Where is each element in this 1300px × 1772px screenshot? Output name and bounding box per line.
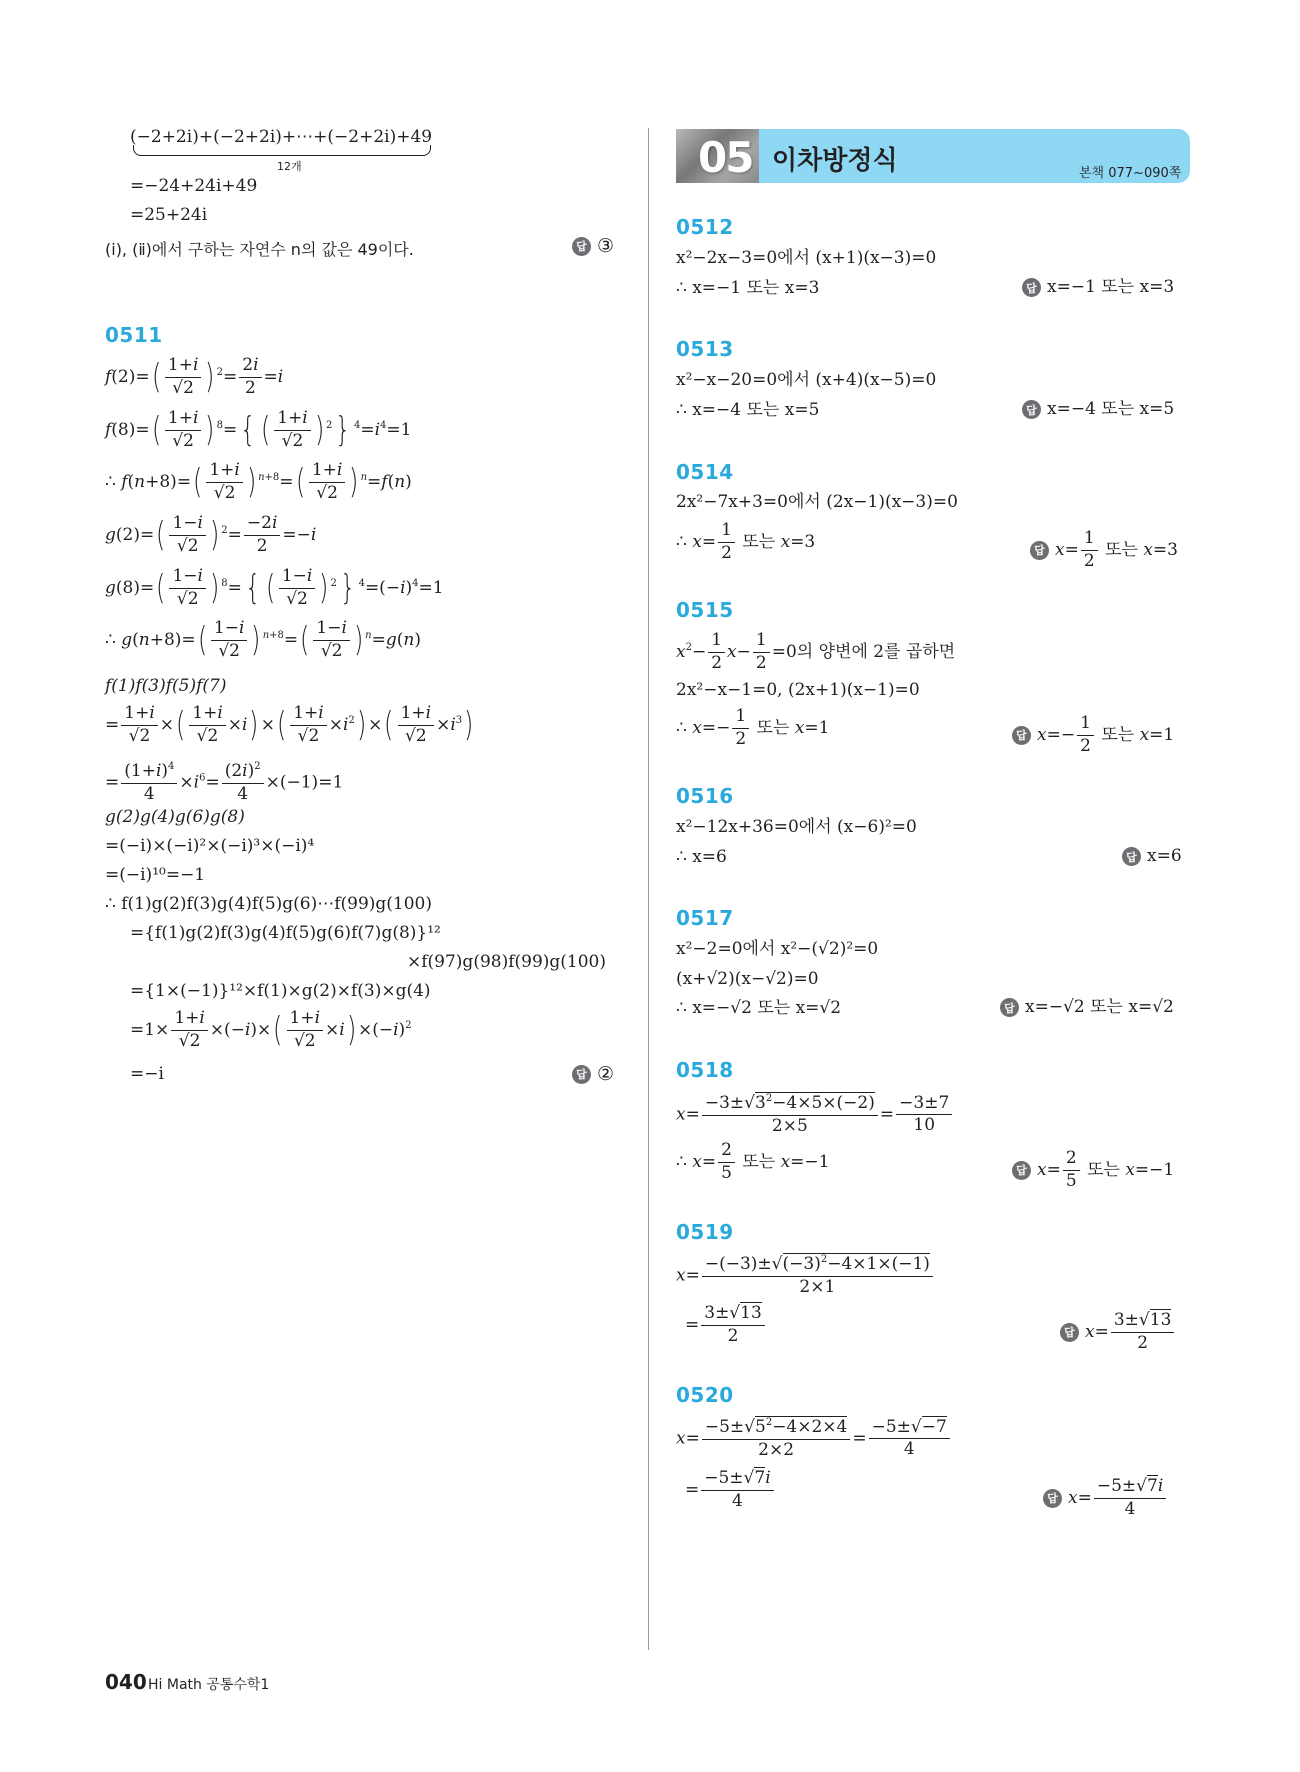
eq-gn8: ∴ g(n+8)=( $\frac{1-i}{√2}$ ) $^{n+8}$=( $\frac{1-i}{√2}$ ) $^n$=g(n): [105, 618, 421, 661]
chapter-page-range: 본책 077~090쪽: [1079, 166, 1182, 181]
answer-badge-icon: 답: [1000, 998, 1019, 1017]
answer-top: 답 ③: [572, 235, 614, 257]
eq-gprod-result: =(−i)¹⁰=−1: [105, 865, 206, 885]
answer-badge-icon: 답: [572, 1065, 591, 1084]
eq-g2: g(2)=( $\frac{1-i}{√2}$ ) $^2$= $\frac{-2i}{2}$ =−i: [105, 513, 317, 556]
answer-badge-icon: 답: [1022, 278, 1041, 297]
eq-g8: g(8)=( $\frac{1-i}{√2}$ ) $^8$={ ( $\frac{1-i}{√2}$ ) $^2$} $^4=(-i)^4=1$: [105, 566, 444, 609]
p0517-line-2: (x+√2)(x−√2)=0: [676, 969, 819, 989]
book-title: Hi Math 공통수학1: [148, 1677, 270, 1693]
page-number: 040: [105, 1670, 147, 1694]
problem-number-0514: 0514: [676, 460, 734, 484]
answer-badge-icon: 답: [1060, 1323, 1079, 1342]
eq-fn8: ∴ f(n+8)=( $\frac{1+i}{√2}$ ) $^{n+8}$=( $\frac{1+i}{√2}$ ) $^n$=f(n): [105, 460, 412, 503]
answer-0512: 답 x=−1 또는 x=3: [1022, 278, 1174, 297]
eq-conclusion-2: ={f(1)g(2)f(3)g(4)f(5)g(6)f(7)g(8)}¹²: [130, 923, 441, 943]
problem-number-0518: 0518: [676, 1058, 734, 1082]
eq-conclusion-4: ={1×(−1)}¹²×f(1)×g(2)×f(3)×g(4): [130, 981, 431, 1001]
p0512-line-2: ∴ x=−1 또는 x=3: [676, 278, 820, 298]
chapter-title: 이차방정식: [772, 146, 898, 176]
eq-conclusion-1: ∴ f(1)g(2)f(3)g(4)f(5)g(6)⋯f(99)g(100): [105, 894, 433, 914]
brace-label: 12개: [277, 160, 302, 173]
p0512-line-1: x²−2x−3=0에서 (x+1)(x−3)=0: [676, 248, 937, 268]
p0513-line-1: x²−x−20=0에서 (x+4)(x−5)=0: [676, 370, 937, 390]
problem-number-0517: 0517: [676, 906, 734, 930]
eq-f2: f(2)=( $\frac{1+i}{√2}$ ) $^2$= $\frac{2i}{2}$ =i: [105, 355, 284, 398]
problem-number-0512: 0512: [676, 215, 734, 239]
eq-f8: f(8)=( $\frac{1+i}{√2}$ ) $^8$={ ( $\frac{1+i}{√2}$ ) $^2$} $^4=i^4=1$: [105, 408, 412, 451]
p0520-line-2: = $\frac{-5\pm√7i}{4}$: [685, 1470, 776, 1511]
answer-0514: 답 x= $\frac{1}{2}$ 또는 x=3: [1030, 530, 1178, 571]
answer-0518: 답 x= $\frac{2}{5}$ 또는 x=−1: [1012, 1150, 1174, 1191]
sum-step-1: =−24+24i+49: [130, 176, 258, 196]
problem-number-0515: 0515: [676, 598, 734, 622]
problem-number-0516: 0516: [676, 784, 734, 808]
sum-line: (−2+2i)+(−2+2i)+⋯+(−2+2i)+49: [130, 127, 433, 147]
p0513-line-2: ∴ x=−4 또는 x=5: [676, 400, 820, 420]
answer-0517: 답 x=−√2 또는 x=√2: [1000, 998, 1174, 1017]
p0516-line-2: ∴ x=6: [676, 847, 727, 867]
p0514-line-1: 2x²−7x+3=0에서 (2x−1)(x−3)=0: [676, 492, 958, 512]
answer-0519: 답 x= $\frac{3\pm√13}{2}$: [1060, 1312, 1176, 1353]
problem-number-0513: 0513: [676, 337, 734, 361]
p0515-line-1: $x^2-$ $\frac{1}{2}$ x− $\frac{1}{2}$ =0의 양변에 2를 곱하면: [676, 630, 956, 673]
answer-0520: 답 x= $\frac{-5\pm√7i}{4}$: [1043, 1478, 1168, 1519]
p0515-line-2: 2x²−x−1=0, (2x+1)(x−1)=0: [676, 680, 920, 700]
answer-0516: 답 x=6: [1122, 847, 1182, 866]
eq-fprod: f(1)f(3)f(5)f(7): [105, 676, 227, 696]
p0514-line-2: ∴ x= $\frac{1}{2}$ 또는 x=3: [676, 520, 816, 563]
eq-conclusion-6: =−i: [130, 1064, 164, 1084]
eq-gprod-expand: =(−i)×(−i)²×(−i)³×(−i)⁴: [105, 836, 315, 856]
eq-conclusion-3: ×f(97)g(98)f(99)g(100): [407, 952, 606, 972]
eq-gprod: g(2)g(4)g(6)g(8): [105, 807, 245, 827]
eq-conclusion-5: =1× $\frac{1+i}{√2}$ ×(−i)×( $\frac{1+i}{√2}$ $\times i) \times(-i)^2$: [130, 1008, 412, 1051]
answer-0511: 답 ②: [572, 1063, 614, 1085]
answer-badge-icon: 답: [1030, 541, 1049, 560]
p0516-line-1: x²−12x+36=0에서 (x−6)²=0: [676, 817, 917, 837]
problem-number-0520: 0520: [676, 1383, 734, 1407]
answer-badge-icon: 답: [1012, 1161, 1031, 1180]
problem-number-0511: 0511: [105, 323, 163, 347]
answer-0515: 답 x=− $\frac{1}{2}$ 또는 x=1: [1012, 715, 1174, 756]
p0515-line-3: ∴ x=− $\frac{1}{2}$ 또는 x=1: [676, 706, 830, 749]
chapter-number: 05: [698, 133, 753, 182]
p0518-line-1: x= $\frac{-3\pm√3^2-4\times 5\times(-2)}{2\times 5}$ = $\frac{-3\pm 7}{10}$: [676, 1094, 954, 1136]
conclusion-text: (ⅰ), (ⅱ)에서 구하는 자연수 n의 값은 49이다.: [105, 240, 414, 259]
answer-badge-icon: 답: [1043, 1489, 1062, 1508]
p0520-line-1: x= $\frac{-5\pm√5^2-4\times 2\times 4}{2\times 2}$ = $\frac{-5\pm√-7}{4}$: [676, 1418, 952, 1460]
eq-fprod-expand: = $\frac{1+i}{√2}$ ×( $\frac{1+i}{√2}$ ×i) ×( $\frac{1+i}{√2}$ $\times i^2$) ×( $\frac{1+i}{√2}$ $\times i^3$): [105, 703, 474, 746]
answer-badge-icon: 답: [1022, 400, 1041, 419]
p0517-line-1: x²−2=0에서 x²−(√2)²=0: [676, 939, 879, 959]
problem-number-0519: 0519: [676, 1220, 734, 1244]
answer-badge-icon: 답: [1012, 726, 1031, 745]
answer-0513: 답 x=−4 또는 x=5: [1022, 400, 1174, 419]
eq-fprod-result: = $\frac{(1+i)^4}{4}$ $\times i^6=$ $\frac{(2i)^2}{4}$ ×(−1)=1: [105, 761, 344, 804]
answer-badge-icon: 답: [1122, 847, 1141, 866]
answer-badge-icon: 답: [572, 237, 591, 256]
p0519-line-1: x= $\frac{-(-3)\pm√(-3)^2-4\times 1\times(-1)}{2\times 1}$: [676, 1255, 935, 1297]
column-divider: [648, 128, 649, 1650]
p0519-line-2: = $\frac{3\pm√13}{2}$: [685, 1305, 767, 1346]
p0518-line-2: ∴ x= $\frac{2}{5}$ 또는 x=−1: [676, 1140, 830, 1183]
sum-step-2: =25+24i: [130, 205, 208, 225]
underbrace: [133, 145, 431, 156]
p0517-line-3: ∴ x=−√2 또는 x=√2: [676, 998, 842, 1018]
